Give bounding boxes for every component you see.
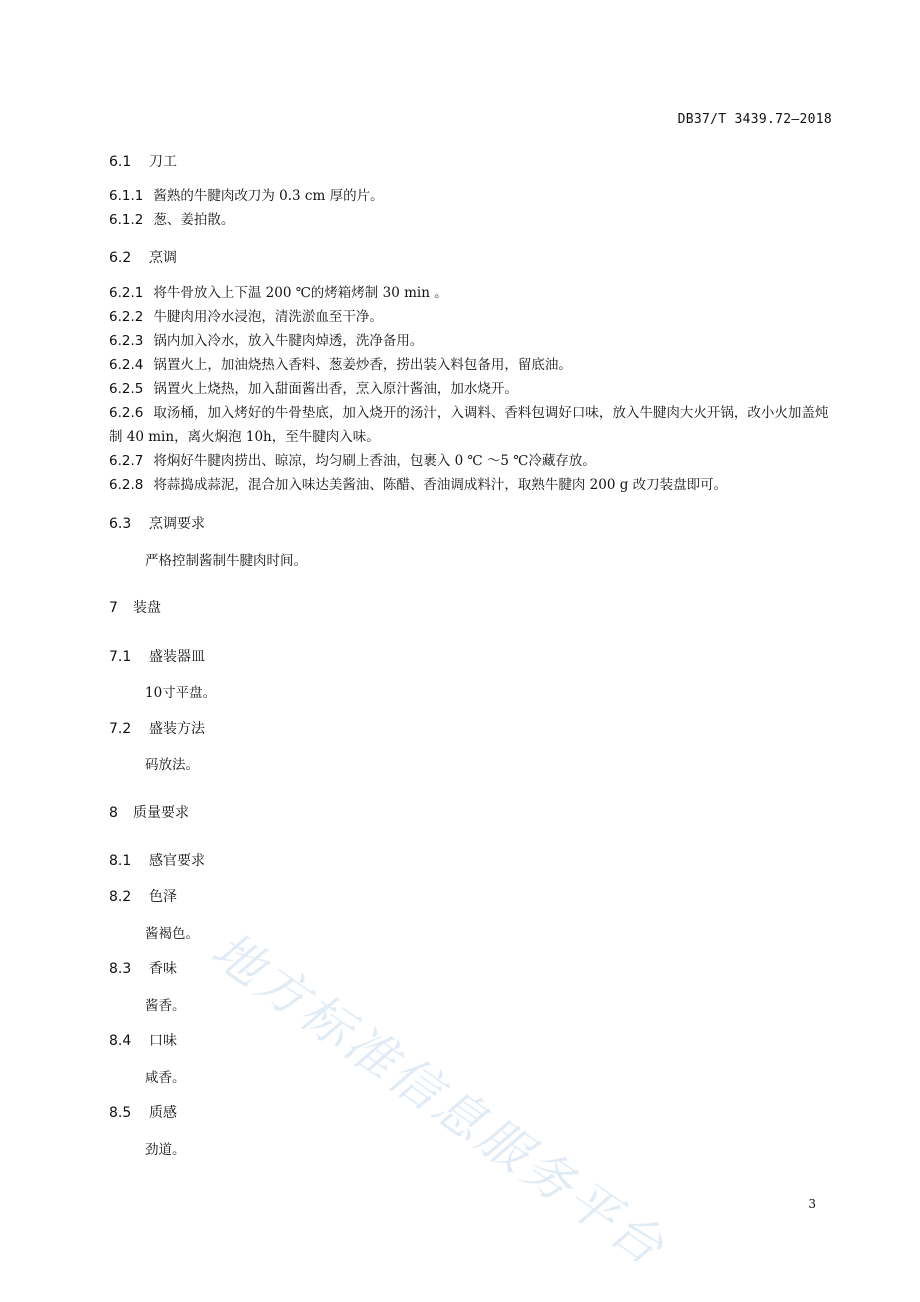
section-body-7-2: 码放法。 xyxy=(145,757,199,773)
section-number: 8.5 xyxy=(109,1105,132,1121)
clause-text: 取汤桶，加入烤好的牛骨垫底，加入烧开的汤汁，入调料、香料包调好口味，放入牛腱肉大火开锅，改小火加盖炖制 40 min，离火焖泡 10h，至牛腱肉入味。 xyxy=(109,405,829,445)
section-number: 6.2 xyxy=(109,250,132,266)
section-heading-8 xyxy=(109,802,834,822)
section-title: 刀工 xyxy=(149,154,177,170)
section-heading-8-1 xyxy=(109,850,834,870)
clause-6-2-2 xyxy=(109,305,834,329)
clause-6-2-4 xyxy=(109,353,834,377)
page-number: 3 xyxy=(808,1197,816,1211)
clause-text: 将蒜捣成蒜泥，混合加入味达美酱油、陈醋、香油调成料汁，取熟牛腱肉 200 g 改刀装盘即可。 xyxy=(153,477,728,493)
clause-6-2-1 xyxy=(109,281,834,305)
section-title: 感官要求 xyxy=(149,853,205,869)
section-body-8-3: 酱香。 xyxy=(145,998,186,1014)
section-title: 口味 xyxy=(149,1033,177,1049)
clause-text: 锅内加入冷水，放入牛腱肉焯透，洗净备用。 xyxy=(153,333,424,349)
section-number: 6.3 xyxy=(109,516,132,532)
clause-list-6-2 xyxy=(109,281,834,497)
section-heading-7-1 xyxy=(109,646,834,666)
clause-6-2-7 xyxy=(109,449,834,473)
clause-text: 锅置火上，加油烧热入香料、葱姜炒香，捞出装入料包备用，留底油。 xyxy=(153,357,572,373)
section-title: 烹调要求 xyxy=(149,516,205,532)
section-body-8-2: 酱褐色。 xyxy=(145,926,199,942)
section-body-7-1: 10寸平盘。 xyxy=(145,685,217,701)
document-code: DB37/T 3439.72—2018 xyxy=(677,112,832,127)
clause-text: 将焖好牛腱肉捞出、晾凉，均匀刷上香油，包裹入 0 ℃ ～5 ℃冷藏存放。 xyxy=(153,453,596,469)
clause-text: 将牛骨放入上下温 200 ℃的烤箱烤制 30 min 。 xyxy=(153,285,448,301)
clause-6-1-1 xyxy=(109,184,834,208)
section-number: 8.3 xyxy=(109,961,132,977)
section-heading-6-2 xyxy=(109,247,834,267)
section-body-8-5: 劲道。 xyxy=(145,1142,186,1158)
section-title: 装盘 xyxy=(133,600,161,616)
section-body-6-3: 严格控制酱制牛腱肉时间。 xyxy=(145,553,307,569)
clause-text: 锅置火上烧热，加入甜面酱出香，烹入原汁酱油，加水烧开。 xyxy=(153,381,518,397)
clause-number: 6.2.2 xyxy=(109,309,144,325)
section-number: 6.1 xyxy=(109,154,132,170)
section-heading-7 xyxy=(109,597,834,617)
clause-number: 6.2.7 xyxy=(109,453,144,469)
clause-number: 6.2.6 xyxy=(109,405,144,421)
clause-6-2-3 xyxy=(109,329,834,353)
watermark: 地方标准信息服务平台 xyxy=(201,920,677,1278)
section-heading-6-1 xyxy=(109,151,834,171)
section-number: 7.1 xyxy=(109,649,132,665)
clause-number: 6.2.5 xyxy=(109,381,144,397)
clause-6-2-5 xyxy=(109,377,834,401)
section-number: 8 xyxy=(109,805,118,821)
section-number: 8.2 xyxy=(109,889,132,905)
clause-number: 6.1.1 xyxy=(109,188,144,204)
section-title: 烹调 xyxy=(149,250,177,266)
section-title: 盛装方法 xyxy=(149,721,205,737)
clause-number: 6.2.1 xyxy=(109,285,144,301)
section-body-8-4: 咸香。 xyxy=(145,1070,186,1086)
clause-6-2-8 xyxy=(109,473,834,497)
section-heading-8-2 xyxy=(109,886,834,906)
section-title: 盛装器皿 xyxy=(149,649,205,665)
section-title: 质量要求 xyxy=(133,805,189,821)
section-heading-8-4 xyxy=(109,1030,834,1050)
clause-text: 牛腱肉用冷水浸泡，清洗淤血至干净。 xyxy=(153,309,383,325)
section-number: 8.1 xyxy=(109,853,132,869)
section-heading-6-3 xyxy=(109,513,834,533)
section-title: 色泽 xyxy=(149,889,177,905)
clause-number: 6.2.3 xyxy=(109,333,144,349)
section-title: 质感 xyxy=(149,1105,177,1121)
clause-6-1-2 xyxy=(109,208,834,232)
section-number: 7.2 xyxy=(109,721,132,737)
section-title: 香味 xyxy=(149,961,177,977)
section-number: 8.4 xyxy=(109,1033,132,1049)
clause-list-6-1 xyxy=(109,184,834,232)
clause-text: 葱、姜拍散。 xyxy=(153,212,235,228)
section-heading-7-2 xyxy=(109,718,834,738)
clause-number: 6.2.8 xyxy=(109,477,144,493)
clause-number: 6.1.2 xyxy=(109,212,144,228)
section-number: 7 xyxy=(109,600,118,616)
clause-number: 6.2.4 xyxy=(109,357,144,373)
clause-6-2-6 xyxy=(109,401,834,449)
clause-text: 酱熟的牛腱肉改刀为 0.3 cm 厚的片。 xyxy=(153,188,384,204)
